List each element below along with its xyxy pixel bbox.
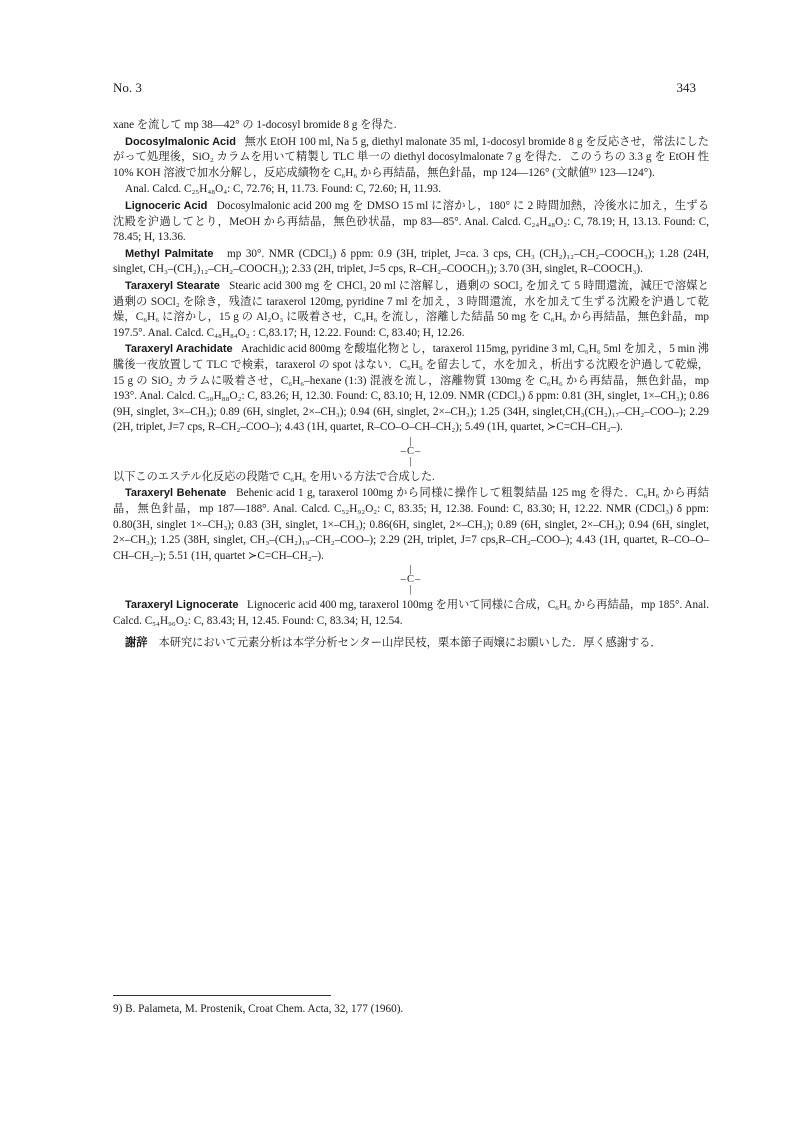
paragraph-text: Behenic acid 1 g, taraxerol 100mg から同様に操作して粗製結晶 125 mg を得た．C₆H₆ から再結晶，無色針晶，mp 187—188°. Anal. Calcd. C₅₂H₉₂O₂: C, 83.35; H, 12.38. Found: C, 83.30; H, 12.22. NMR (CDCl₃) δ ppm: 0.80(3H, singlet 1×–CH₃); 0.83 (3H, singlet, 1×–CH₃); 0.86(6H, singlet, 2×–CH₃); 0.89 (6H, singlet, 2×–CH₃); 0.94 (6H, singlet, 2×–CH₃); 1.25 (38H, singlet, CH₃–(CH₂)₁₉–CH₂–COO–); 2.29 (2H, triplet, J=7 cps,R–CH₂–COO–); 4.43 (1H, quartet, R–CO–O–CH–CH₂–); 5.51 (1H, quartet ≻C=CH–CH₂–).	[113, 487, 709, 562]
paragraph-taraxeryl-behenate	[113, 486, 709, 564]
journal-number: No. 3	[113, 80, 142, 95]
paragraph-text: Stearic acid 300 mg を CHCl₃ 20 ml に溶解し，過剰の SOCl₂ を加えて 5 時間還流，減圧で溶媒と過剰の SOCl₂ を除き，残渣に taraxerol 120mg, pyridine 7 ml を加え，3 時間還流，水を加えて生ずる沈殿を沪過して乾燥，C₆H₆ に溶かし，15 g の Al₂O₃ に吸着させ，C₆H₆ を流し，溶離した結晶 50 mg を C₆H₆ から再結晶，無色針晶，mp 197.5°. Anal. Calcd. C₄₈H₈₄O₂ : C,83.17; H, 12.22. Found: C, 83.40; H, 12.26.	[113, 279, 709, 339]
paragraph-docosylmalonic-analysis	[113, 182, 709, 198]
compound-heading: Taraxeryl Lignocerate	[125, 599, 239, 612]
footnote-divider	[113, 995, 331, 996]
structure-fragment-2	[113, 565, 709, 595]
paragraph-text: 以下このエステル化反応の段階で C₆H₆ を用いる方法で合成した.	[113, 470, 435, 483]
compound-heading: Taraxeryl Arachidate	[125, 343, 233, 356]
compound-heading: Taraxeryl Stearate	[125, 279, 220, 292]
acknowledgement-text: 本研究において元素分析は本学分析センター山岸民枝，栗本節子両嬢にお願いした．厚く感謝する．	[158, 636, 662, 649]
carbon-center: –C–	[400, 574, 422, 586]
compound-heading: Methyl Palmitate	[125, 247, 214, 260]
page-number: 343	[676, 80, 696, 95]
compound-heading: Lignoceric Acid	[125, 199, 208, 212]
bond-top: |	[409, 564, 413, 576]
acknowledgement	[113, 636, 709, 652]
paragraph-text: Anal. Calcd. C₂₅H₄₈O₄: C, 72.76; H, 11.73. Found: C, 72.60; H, 11.93.	[125, 183, 442, 196]
paragraph-docosylmalonic-acid	[113, 135, 709, 182]
bond-bottom: |	[409, 584, 413, 596]
compound-heading: Docosylmalonic Acid	[125, 135, 236, 148]
paragraph-method-note	[113, 470, 709, 486]
paragraph-text: Docosylmalonic acid 200 mg を DMSO 15 ml に溶かし，180° に 2 時間加熱，冷後水に加え，生ずる沈殿を沪過してとり，MeOH から再結晶，無色砂状晶，mp 83—85°. Anal. Calcd. C₂₄H₄₈O₂: C, 78.19; H, 13.13. Found: C, 78.45; H, 13.36.	[113, 199, 710, 244]
paragraph-methyl-palmitate	[113, 247, 709, 278]
paragraph-text: xane を流して mp 38—42° の 1-docosyl bromide 8 g を得た.	[113, 119, 397, 131]
acknowledgement-label: 謝辞	[125, 636, 148, 649]
paragraph-lignoceric-acid	[113, 199, 709, 246]
paragraph-taraxeryl-stearate	[113, 279, 709, 341]
paragraph-text: mp 30°. NMR (CDCl₃) δ ppm: 0.9 (3H, triplet, J=ca. 3 cps, CH₃ (CH₂)₁₂–CH₂–COOCH₃); 1.28 (24H, singlet, CH₃–(CH₂)₁₂–CH₂–COOCH₃); 2.33 (2H, triplet, J=5 cps, R–CH₂–COOCH₃); 3.70 (3H, singlet, R–COOCH₃).	[113, 247, 709, 276]
carbon-center: –C–	[400, 445, 422, 457]
experimental-section	[113, 118, 709, 652]
paragraph-text: 無水 EtOH 100 ml, Na 5 g, diethyl malonate 35 ml, 1-docosyl bromide 8 g を反応させ，常法にしたがって処理後，SiO₂ カラムを用いて精製し TLC 単一の diethyl docosylmalonate 7 g を得た．このうちの 3.3 g を EtOH 性 10% KOH 溶液で加水分解し，反応成績物を C₆H₆ から再結晶，無色針晶，mp 124—126° (文献値⁹⁾ 123—124°).	[113, 135, 709, 179]
paragraph-taraxeryl-lignocerate	[113, 598, 709, 629]
bond-bottom: |	[409, 455, 413, 467]
paragraph-docosyl-bromide-tail	[113, 118, 709, 134]
bond-top: |	[409, 435, 413, 447]
structure-fragment	[113, 437, 709, 467]
paragraph-taraxeryl-arachidate	[113, 342, 709, 436]
paragraph-text: Arachidic acid 800mg を酸塩化物とし，taraxerol 115mg, pyridine 3 ml, C₆H₆ 5ml を加え，5 min 沸騰後一夜放置して TLC で検索，taraxerol の spot はない．C₆H₆ を留去して，水を加え，析出する沈殿を沪過して乾燥，15 g の SiO₂ カラムに吸着させ，C₆H₆–hexane (1:3) 混液を流し，溶離物質 130mg を C₆H₆ から再結晶，無色針晶，mp 193°. Anal. Calcd. C₅₀H₈₈O₂: C, 83.26; H, 12.30. Found: C, 83.10; H, 12.09. NMR (CDCl₃) δ ppm: 0.81 (3H, singlet, 1×–CH₃); 0.86 (9H, singlet, 3×–CH₃); 0.89 (6H, singlet, 2×–CH₃); 0.94 (6H, singlet, 2×–CH₃); 1.25 (34H, singlet,CH₃(CH₂)₁₇–CH₂–COO–); 2.29 (2H, triplet, J=7 cps, R–CH₂–COO–); 4.43 (1H, quartet, R–CO–O–CH–CH₂); 5.49 (1H, quartet, ≻C=CH–CH₂–).	[113, 343, 709, 434]
footnote-reference-9: 9) B. Palameta, M. Prostenik, Croat Chem. Acta, 32, 177 (1960).	[113, 1003, 404, 1015]
paragraph-text: Lignoceric acid 400 mg, taraxerol 100mg を用いて同様に合成，C₆H₆ から再結晶，mp 185°. Anal. Calcd. C₅₄H₉₆O₂: C, 83.43; H, 12.45. Found: C, 83.34; H, 12.54.	[113, 599, 710, 628]
compound-heading: Taraxeryl Behenate	[125, 487, 227, 500]
